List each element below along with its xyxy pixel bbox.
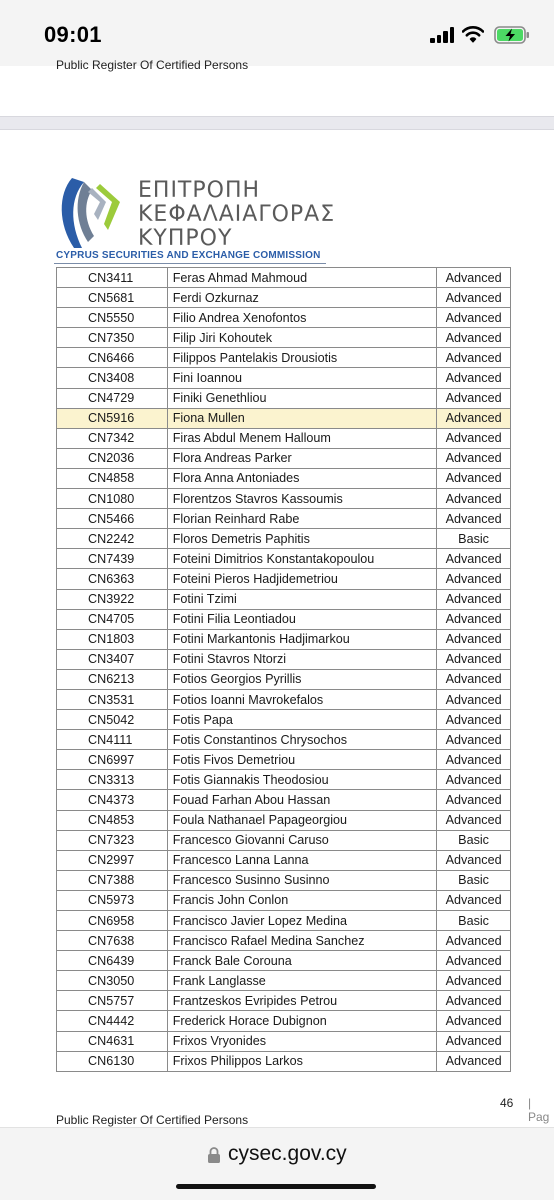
certification-level: Advanced xyxy=(437,850,511,870)
table-row xyxy=(57,730,511,750)
certificate-code: CN6213 xyxy=(57,669,168,689)
certification-level: Advanced xyxy=(437,649,511,669)
wifi-icon xyxy=(462,25,484,43)
certification-level: Advanced xyxy=(437,669,511,689)
certificate-code: CN4853 xyxy=(57,810,168,830)
table-row xyxy=(57,770,511,790)
cysec-logo-mark-icon xyxy=(54,172,130,252)
table-row xyxy=(57,1051,511,1071)
certificate-code: CN7342 xyxy=(57,428,168,448)
person-name: Francis John Conlon xyxy=(167,890,436,910)
logo-divider xyxy=(54,263,326,264)
table-row xyxy=(57,428,511,448)
certification-level: Advanced xyxy=(437,770,511,790)
table-row xyxy=(57,850,511,870)
certificate-code: CN3922 xyxy=(57,589,168,609)
certificate-code: CN5681 xyxy=(57,288,168,308)
certificate-code: CN7350 xyxy=(57,328,168,348)
person-name: Feras Ahmad Mahmoud xyxy=(167,268,436,288)
status-time: 09:01 xyxy=(44,22,102,47)
table-row xyxy=(57,408,511,428)
previous-page xyxy=(0,58,554,116)
certification-level: Advanced xyxy=(437,931,511,951)
person-name: Foula Nathanael Papageorgiou xyxy=(167,810,436,830)
person-name: Francesco Lanna Lanna xyxy=(167,850,436,870)
person-name: Fotini Stavros Ntorzi xyxy=(167,649,436,669)
table-row xyxy=(57,368,511,388)
table-row xyxy=(57,509,511,529)
browser-url-bar[interactable] xyxy=(0,1127,554,1200)
person-name: Foteini Pieros Hadjidemetriou xyxy=(167,569,436,589)
certificate-code: CN6363 xyxy=(57,569,168,589)
url-text[interactable]: cysec.gov.cy xyxy=(228,1142,347,1165)
person-name: Fotis Fivos Demetriou xyxy=(167,750,436,770)
certification-level: Advanced xyxy=(437,489,511,509)
certification-level: Advanced xyxy=(437,1051,511,1071)
status-bar xyxy=(0,0,554,66)
person-name: Foteini Dimitrios Konstantakopoulou xyxy=(167,549,436,569)
certification-level: Advanced xyxy=(437,971,511,991)
certification-level: Advanced xyxy=(437,428,511,448)
table-row xyxy=(57,569,511,589)
logo-line-1: ΕΠΙΤΡΟΠΗ xyxy=(138,178,261,203)
table-row xyxy=(57,609,511,629)
table-row xyxy=(57,790,511,810)
previous-page-footer: Public Register Of Certified Persons xyxy=(56,58,249,72)
person-name: Floros Demetris Paphitis xyxy=(167,529,436,549)
certificate-code: CN5466 xyxy=(57,509,168,529)
certificate-code: CN5916 xyxy=(57,408,168,428)
table-row xyxy=(57,549,511,569)
person-name: Flora Andreas Parker xyxy=(167,448,436,468)
home-indicator[interactable] xyxy=(176,1184,376,1189)
certificate-code: CN4858 xyxy=(57,468,168,488)
table-row xyxy=(57,911,511,931)
certification-level: Advanced xyxy=(437,308,511,328)
table-row xyxy=(57,629,511,649)
certification-level: Advanced xyxy=(437,288,511,308)
table-row xyxy=(57,388,511,408)
certification-level: Advanced xyxy=(437,689,511,709)
person-name: Filippos Pantelakis Drousiotis xyxy=(167,348,436,368)
certificate-code: CN4442 xyxy=(57,1011,168,1031)
table-row xyxy=(57,468,511,488)
certification-level: Advanced xyxy=(437,268,511,288)
person-name: Frantzeskos Evripides Petrou xyxy=(167,991,436,1011)
certification-level: Basic xyxy=(437,911,511,931)
person-name: Fotis Constantinos Chrysochos xyxy=(167,730,436,750)
person-name: Fotini Markantonis Hadjimarkou xyxy=(167,629,436,649)
person-name: Filip Jiri Kohoutek xyxy=(167,328,436,348)
certificate-code: CN3408 xyxy=(57,368,168,388)
certificate-code: CN1803 xyxy=(57,629,168,649)
certified-persons-table xyxy=(56,267,511,1072)
certificate-code: CN5550 xyxy=(57,308,168,328)
table-row xyxy=(57,448,511,468)
person-name: Fini Ioannou xyxy=(167,368,436,388)
table-row xyxy=(57,991,511,1011)
certification-level: Advanced xyxy=(437,790,511,810)
person-name: Fotini Filia Leontiadou xyxy=(167,609,436,629)
certificate-code: CN2997 xyxy=(57,850,168,870)
certification-level: Advanced xyxy=(437,569,511,589)
certification-level: Advanced xyxy=(437,408,511,428)
certification-level: Advanced xyxy=(437,1031,511,1051)
certification-level: Advanced xyxy=(437,348,511,368)
person-name: Firas Abdul Menem Halloum xyxy=(167,428,436,448)
certificate-code: CN3411 xyxy=(57,268,168,288)
table-row xyxy=(57,348,511,368)
certificate-code: CN4631 xyxy=(57,1031,168,1051)
person-name: Francisco Rafael Medina Sanchez xyxy=(167,931,436,951)
person-name: Francesco Giovanni Caruso xyxy=(167,830,436,850)
certificate-code: CN4111 xyxy=(57,730,168,750)
certificate-code: CN3050 xyxy=(57,971,168,991)
page-footer: Public Register Of Certified Persons xyxy=(56,1113,249,1127)
certification-level: Advanced xyxy=(437,951,511,971)
person-name: Frixos Philippos Larkos xyxy=(167,1051,436,1071)
certification-level: Advanced xyxy=(437,549,511,569)
certificate-code: CN3531 xyxy=(57,689,168,709)
table-row xyxy=(57,951,511,971)
table-row xyxy=(57,669,511,689)
person-name: Frederick Horace Dubignon xyxy=(167,1011,436,1031)
certificate-code: CN7439 xyxy=(57,549,168,569)
battery-charging-icon xyxy=(494,26,530,44)
table-row xyxy=(57,649,511,669)
table-row xyxy=(57,890,511,910)
table-row xyxy=(57,308,511,328)
person-name: Fiona Mullen xyxy=(167,408,436,428)
certificate-code: CN6466 xyxy=(57,348,168,368)
certificate-code: CN5973 xyxy=(57,890,168,910)
certification-level: Advanced xyxy=(437,629,511,649)
certificate-code: CN4705 xyxy=(57,609,168,629)
certification-level: Advanced xyxy=(437,710,511,730)
table-row xyxy=(57,268,511,288)
certificate-code: CN7638 xyxy=(57,931,168,951)
certification-level: Advanced xyxy=(437,609,511,629)
certification-level: Advanced xyxy=(437,468,511,488)
certification-level: Advanced xyxy=(437,1011,511,1031)
person-name: Fotios Ioanni Mavrokefalos xyxy=(167,689,436,709)
person-name: Fotis Giannakis Theodosiou xyxy=(167,770,436,790)
table-row xyxy=(57,288,511,308)
logo-line-3: ΚΥΠΡΟΥ xyxy=(138,226,233,251)
table-row xyxy=(57,1031,511,1051)
certificate-code: CN6958 xyxy=(57,911,168,931)
certificate-code: CN5757 xyxy=(57,991,168,1011)
logo-subtitle: CYPRUS SECURITIES AND EXCHANGE COMMISSION xyxy=(56,250,321,261)
page-separator xyxy=(0,116,554,130)
table-row xyxy=(57,810,511,830)
page-label: | Pag xyxy=(528,1096,550,1124)
table-row xyxy=(57,870,511,890)
certificate-code: CN5042 xyxy=(57,710,168,730)
certificate-code: CN4373 xyxy=(57,790,168,810)
certification-level: Advanced xyxy=(437,730,511,750)
person-name: Frixos Vryonides xyxy=(167,1031,436,1051)
person-name: Fotis Papa xyxy=(167,710,436,730)
certification-level: Basic xyxy=(437,830,511,850)
certificate-code: CN7388 xyxy=(57,870,168,890)
table-row xyxy=(57,931,511,951)
person-name: Flora Anna Antoniades xyxy=(167,468,436,488)
person-name: Ferdi Ozkurnaz xyxy=(167,288,436,308)
certification-level: Advanced xyxy=(437,890,511,910)
certificate-code: CN1080 xyxy=(57,489,168,509)
certification-level: Advanced xyxy=(437,509,511,529)
certificate-code: CN3407 xyxy=(57,649,168,669)
certification-level: Basic xyxy=(437,870,511,890)
logo-line-2: ΚΕΦΑΛΑΙΑΓΟΡΑΣ xyxy=(138,202,336,227)
table-row xyxy=(57,750,511,770)
person-name: Finiki Genethliou xyxy=(167,388,436,408)
certificate-code: CN4729 xyxy=(57,388,168,408)
person-name: Francesco Susinno Susinno xyxy=(167,870,436,890)
person-name: Fotini Tzimi xyxy=(167,589,436,609)
certificate-code: CN3313 xyxy=(57,770,168,790)
person-name: Filio Andrea Xenofontos xyxy=(167,308,436,328)
table-row xyxy=(57,710,511,730)
person-name: Florentzos Stavros Kassoumis xyxy=(167,489,436,509)
certification-level: Advanced xyxy=(437,810,511,830)
table-row xyxy=(57,529,511,549)
table-row xyxy=(57,971,511,991)
person-name: Fouad Farhan Abou Hassan xyxy=(167,790,436,810)
person-name: Francisco Javier Lopez Medina xyxy=(167,911,436,931)
certification-level: Advanced xyxy=(437,750,511,770)
table-row xyxy=(57,689,511,709)
certificate-code: CN6439 xyxy=(57,951,168,971)
certification-level: Advanced xyxy=(437,448,511,468)
cysec-logo xyxy=(54,172,334,264)
certification-level: Advanced xyxy=(437,991,511,1011)
table-body xyxy=(57,268,511,1072)
table-row xyxy=(57,489,511,509)
certification-level: Advanced xyxy=(437,368,511,388)
table-row xyxy=(57,1011,511,1031)
table-row xyxy=(57,589,511,609)
certification-level: Advanced xyxy=(437,589,511,609)
person-name: Frank Langlasse xyxy=(167,971,436,991)
table-row xyxy=(57,328,511,348)
certificate-code: CN6997 xyxy=(57,750,168,770)
certification-level: Advanced xyxy=(437,388,511,408)
person-name: Franck Bale Corouna xyxy=(167,951,436,971)
certificate-code: CN6130 xyxy=(57,1051,168,1071)
cellular-signal-icon xyxy=(430,27,456,43)
certificate-code: CN2242 xyxy=(57,529,168,549)
table-row xyxy=(57,830,511,850)
page-number: 46 xyxy=(500,1096,514,1110)
certificate-code: CN2036 xyxy=(57,448,168,468)
lock-icon xyxy=(207,1147,221,1163)
certification-level: Basic xyxy=(437,529,511,549)
certification-level: Advanced xyxy=(437,328,511,348)
person-name: Florian Reinhard Rabe xyxy=(167,509,436,529)
certificate-code: CN7323 xyxy=(57,830,168,850)
person-name: Fotios Georgios Pyrillis xyxy=(167,669,436,689)
